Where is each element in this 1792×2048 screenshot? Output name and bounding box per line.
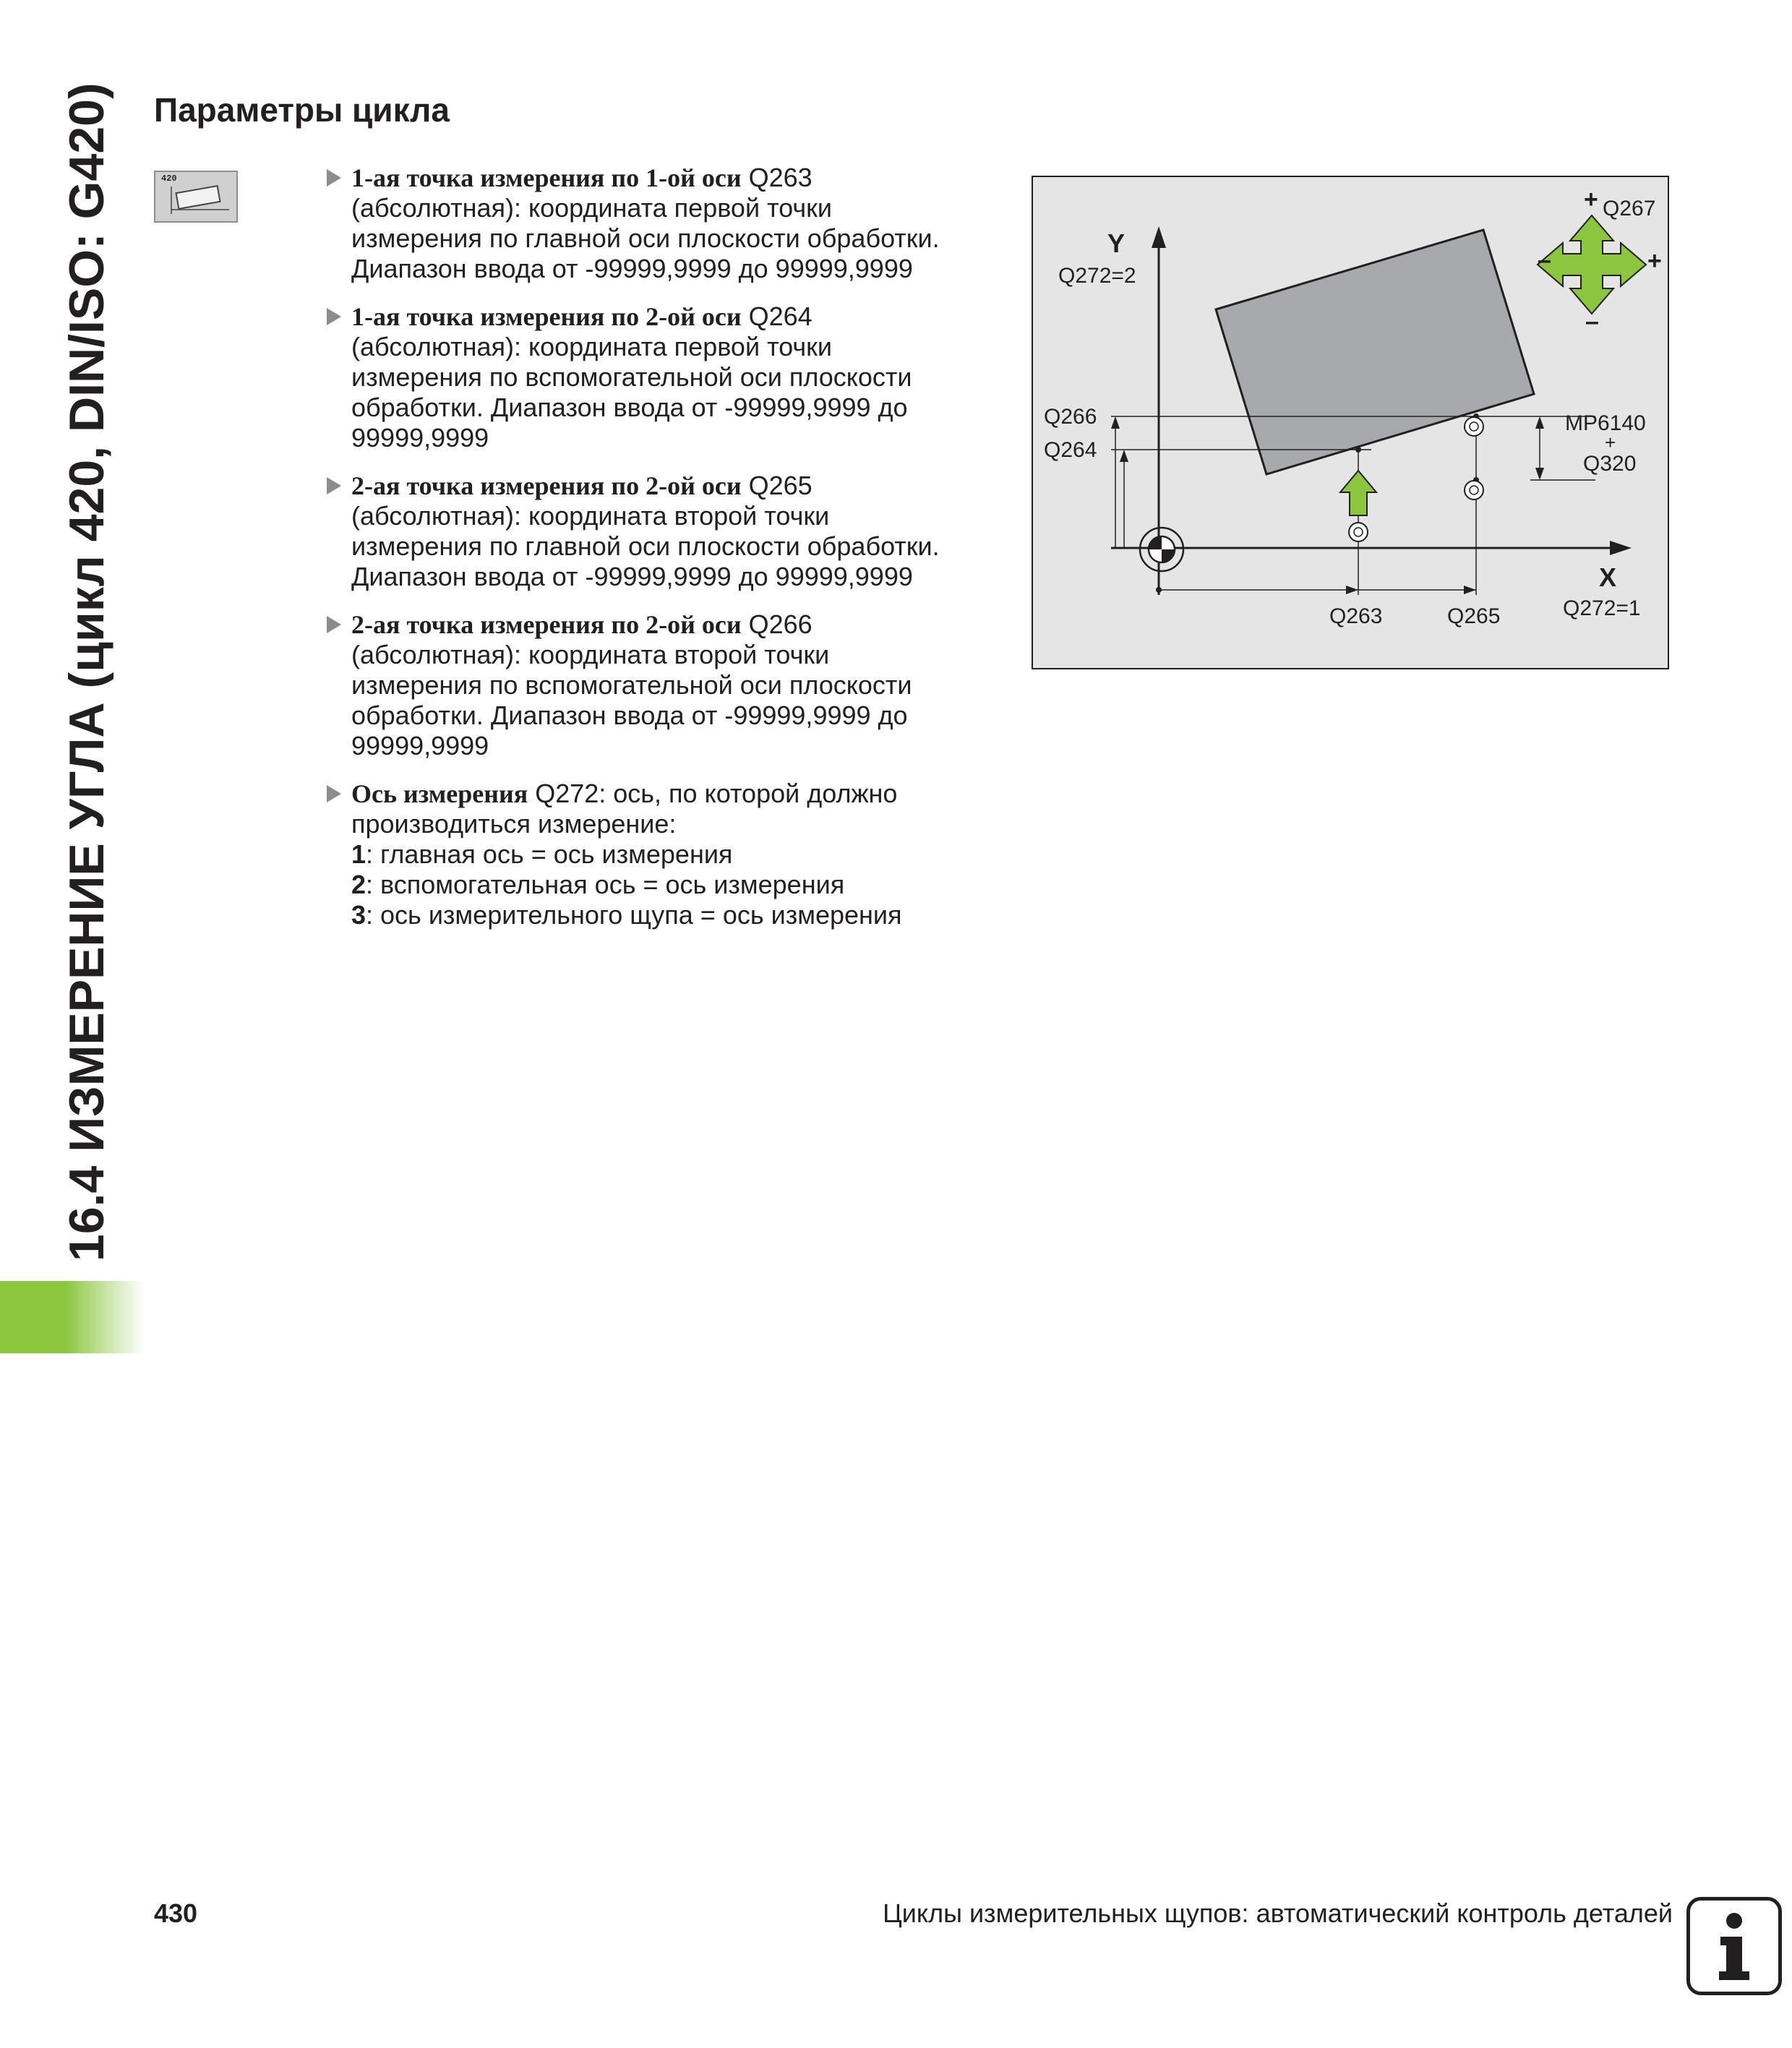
side-chapter-title: 16.4 ИЗМЕРЕНИЕ УГЛА (цикл 420, DIN/ISO: G420) [59,82,114,1261]
chapter-tab-marker [0,1281,145,1353]
cycle-420-icon [154,171,238,223]
q266-label: Q266 [1044,405,1097,429]
param-name: 2-ая точка измерения по 2-ой оси [351,471,742,500]
bullet-triangle-icon [327,308,341,325]
info-glyph [1690,1901,1778,1992]
arrow-minus-bottom: – [1585,308,1599,335]
arrow-plus-top: + [1584,186,1598,213]
measurement-diagram [1032,176,1669,669]
arrow-plus-right: + [1647,247,1662,275]
axis-option-text: : главная ось = ось измерения [366,839,733,869]
cycle-icon-label: 420 [161,173,177,184]
x-axis-label: X [1599,562,1617,592]
info-icon [1686,1897,1782,1995]
param-q272 [324,779,974,930]
bullet-triangle-icon [327,169,341,187]
bullet-triangle-icon [327,477,341,494]
param-name: Ось измерения [351,779,528,808]
param-desc-line: 99999,9999 [351,731,489,760]
axis-option-text: : ось измерительного щупа = ось измерения [366,900,902,930]
mp6140-label: MP6140 [1565,411,1646,435]
y-axis-sublabel: Q272=2 [1058,264,1136,288]
param-desc-line: измерения по главной оси плоскости обработки. [351,531,940,561]
param-desc-line: 99999,9999 [351,423,489,453]
param-desc-line: (абсолютная): координата второй точки [351,640,830,669]
cycle-icon-graphic [155,172,236,221]
param-q: Q263 [748,163,813,192]
bullet-triangle-icon [327,785,341,802]
param-q: Q272: ось, по которой должно [535,779,898,808]
axis-option [351,839,974,870]
param-desc-line: обработки. Диапазон ввода от -99999,9999 до [351,700,908,730]
axis-option [351,900,974,930]
page-number: 430 [154,1898,198,1928]
param-q264 [324,301,974,453]
probe-position-circle [1349,523,1368,541]
plus-label: + [1605,432,1616,453]
axis-option-num: 3 [351,900,366,930]
y-axis-label: Y [1107,228,1126,258]
param-desc-line: (абсолютная): координата второй точки [351,501,830,531]
param-desc-line: обработки. Диапазон ввода от -99999,9999 до [351,393,908,422]
param-desc-line: измерения по главной оси плоскости обработки. [351,223,940,253]
param-name: 1-ая точка измерения по 1-ой оси [351,163,742,192]
param-q266 [324,609,974,761]
param-desc-line: Диапазон ввода от -99999,9999 до 99999,9999 [351,562,913,591]
param-q: Q265 [748,471,813,500]
axis-option-text: : вспомогательная ось = ось измерения [366,870,845,899]
param-desc-line: Диапазон ввода от -99999,9999 до 99999,9999 [351,254,913,283]
footer-title: Циклы измерительных щупов: автоматический контроль деталей [883,1898,1673,1928]
q265-label: Q265 [1447,604,1501,628]
axis-option-num: 1 [351,839,366,869]
section-heading: Параметры цикла [154,91,450,129]
axis-option [351,870,974,900]
measure-point-dot [1355,447,1361,453]
q263-label: Q263 [1329,604,1383,628]
param-desc-line: (абсолютная): координата первой точки [351,332,832,361]
param-desc-line: измерения по вспомогательной оси плоскости [351,362,912,392]
dim-dot [1156,587,1162,593]
q264-label: Q264 [1044,438,1097,462]
param-desc-line: (абсолютная): координата первой точки [351,193,832,223]
probe-position-circle [1465,417,1483,436]
param-q: Q266 [748,609,813,639]
parameter-list [324,163,974,948]
bullet-triangle-icon [327,616,341,633]
param-q: Q264 [748,301,813,331]
param-name: 2-ая точка измерения по 2-ой оси [351,610,742,639]
param-desc-line: измерения по вспомогательной оси плоскости [351,670,912,700]
param-name: 1-ая точка измерения по 2-ой оси [351,302,742,331]
param-q263 [324,163,974,284]
param-q265 [324,471,974,592]
param-desc-line: производиться измерение: [351,809,677,839]
x-axis-sublabel: Q272=1 [1563,596,1641,620]
q320-label: Q320 [1583,452,1637,476]
arrow-minus-left: – [1538,247,1551,274]
probe-position-circle [1465,481,1483,500]
q267-label: Q267 [1603,197,1656,220]
axis-option-num: 2 [351,870,366,899]
